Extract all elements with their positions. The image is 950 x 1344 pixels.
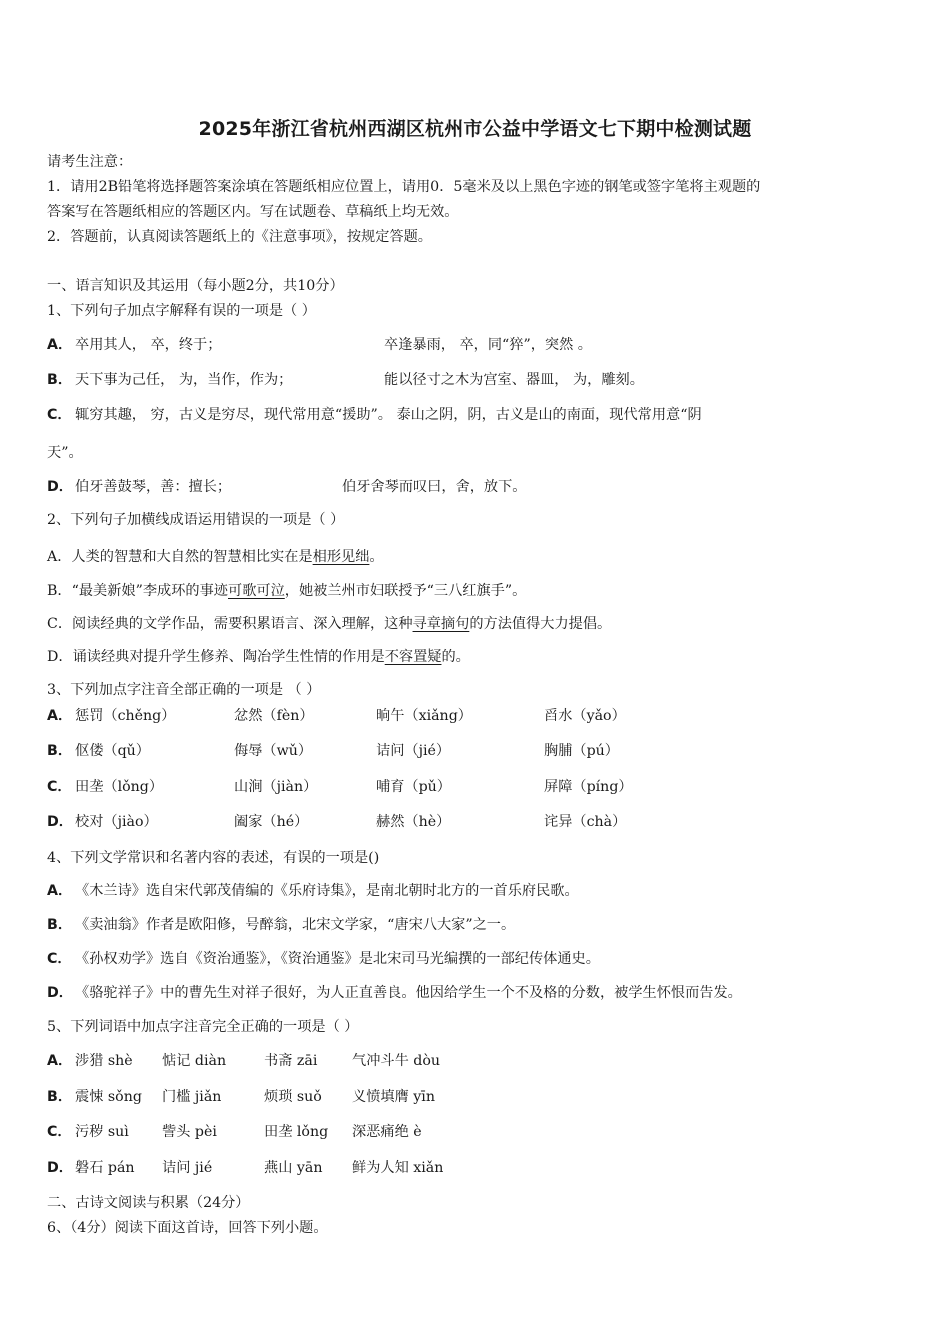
q3-option-c-label: C． — [47, 779, 72, 795]
q3-option-b-word-1: 伛偻（qǔ） — [75, 743, 150, 759]
q2-option-c-idiom: 寻章摘句 — [412, 616, 470, 632]
q3-option-a-word-2: 忿然（fèn） — [234, 708, 314, 724]
q4-option-c: 《孙权劝学》选自《资治通鉴》，《资治通鉴》是北宋司马光编撰的一部纪传体通史。 — [75, 951, 600, 967]
question-2-stem: 2、下列句子加横线成语运用错误的一项是（ ） — [47, 512, 345, 528]
q5-option-d-label: D． — [47, 1160, 73, 1176]
q5-option-b-word-3: 烦琐 suǒ — [264, 1089, 322, 1105]
q5-option-b-label: B． — [47, 1089, 73, 1105]
q5-option-b-word-2: 门槛 jiǎn — [162, 1089, 222, 1105]
q1-option-c-line-2: 天”。 — [47, 445, 83, 461]
q5-option-a-label: A． — [47, 1053, 73, 1069]
q5-option-b-word-1: 震悚 sǒng — [75, 1089, 142, 1105]
q5-option-b-word-4: 义愤填膺 yīn — [352, 1089, 435, 1105]
q2-option-d-end: 的。 — [441, 649, 470, 665]
q3-option-d-word-2: 阖家（hé） — [234, 814, 309, 830]
q3-option-a-word-4: 舀水（yǎo） — [544, 708, 626, 724]
q2-option-b-end: ，她被兰州市妇联授予“三八红旗手”。 — [284, 583, 527, 599]
notice-item-2: 2．答题前，认真阅读答题纸上的《注意事项》，按规定答题。 — [47, 229, 432, 245]
q5-option-c-word-4: 深恶痛绝 è — [352, 1124, 422, 1140]
q4-option-a-label: A． — [47, 883, 73, 899]
q2-option-d — [47, 647, 470, 667]
q3-option-c-word-1: 田垄（lǒng） — [75, 779, 164, 795]
q5-option-c-word-1: 污秽 suì — [75, 1124, 129, 1140]
q1-option-d-label: D． — [47, 479, 73, 495]
q5-option-d-word-1: 磐石 pán — [75, 1160, 135, 1176]
q3-option-d-word-3: 赫然（hè） — [376, 814, 451, 830]
q3-option-b-word-4: 胸脯（pú） — [544, 743, 619, 759]
question-4-stem: 4、下列文学常识和名著内容的表述，有误的一项是() — [47, 850, 380, 866]
q1-option-c-line-1: 辄穷其趣， 穷，古义是穷尽，现代常用意“援助”。 泰山之阴，阴，古义是山的南面，现代常用意“阴 — [75, 407, 702, 423]
question-3-stem: 3、下列加点字注音全部正确的一项是 （ ） — [47, 682, 321, 698]
q3-option-b-word-3: 诘问（jié） — [376, 743, 451, 759]
q1-option-b-left: 天下事为己任， 为，当作，作为； — [75, 372, 293, 388]
q2-option-a — [47, 547, 384, 567]
q2-option-c — [47, 614, 611, 634]
q4-option-b-label: B． — [47, 917, 73, 933]
section-1-heading: 一、语言知识及其运用（每小题2分，共10分） — [47, 278, 344, 294]
page-title: 2025年浙江省杭州西湖区杭州市公益中学语文七下期中检测试题 — [198, 118, 752, 140]
q2-option-a-idiom: 相形见绌 — [312, 549, 370, 565]
q2-option-c-text: C．阅读经典的文学作品，需要积累语言、深入理解，这种 — [47, 616, 413, 632]
q3-option-d-label: D． — [47, 814, 73, 830]
q3-option-c-word-2: 山涧（jiàn） — [234, 779, 318, 795]
q1-option-c-label: C． — [47, 407, 72, 423]
q1-option-a-label: A． — [47, 337, 73, 353]
section-2-heading: 二、古诗文阅读与积累（24分） — [47, 1195, 250, 1211]
q5-option-a-word-4: 气冲斗牛 dòu — [352, 1053, 441, 1069]
q2-option-b-text: B．“最美新娘”李成环的事迹 — [47, 583, 228, 599]
q4-option-c-label: C． — [47, 951, 72, 967]
q2-option-b-idiom: 可歌可泣 — [228, 583, 285, 599]
q1-option-d-right: 伯牙舍琴而叹曰，舍，放下。 — [342, 479, 527, 495]
q5-option-d-word-2: 诘问 jié — [162, 1160, 213, 1176]
q2-option-c-end: 的方法值得大力提倡。 — [469, 616, 612, 632]
q1-option-a-right: 卒逢暴雨， 卒，同“猝”，突然 。 — [384, 337, 592, 353]
q4-option-a: 《木兰诗》选自宋代郭茂倩编的《乐府诗集》，是南北朝时北方的一首乐府民歌。 — [75, 883, 579, 899]
q3-option-a-word-3: 晌午（xiǎng） — [376, 708, 472, 724]
q3-option-a-word-1: 惩罚（chěng） — [75, 708, 176, 724]
notice-item-1-line-2: 答案写在答题纸相应的答题区内。写在试题卷、草稿纸上均无效。 — [47, 204, 459, 220]
q4-option-d: 《骆驼祥子》中的曹先生对祥子很好，为人正直善良。他因给学生一个不及格的分数，被学生怀恨而告发。 — [75, 985, 742, 1001]
q1-option-b-right: 能以径寸之木为宫室、器皿， 为，雕刻。 — [384, 372, 644, 388]
question-6-stem: 6、（4分）阅读下面这首诗，回答下列小题。 — [47, 1220, 328, 1236]
q5-option-a-word-3: 书斋 zāi — [264, 1053, 318, 1069]
q2-option-d-text: D．诵读经典对提升学生修养、陶冶学生性情的作用是 — [47, 649, 385, 665]
q3-option-c-word-3: 哺育（pǔ） — [376, 779, 451, 795]
q3-option-b-word-2: 侮辱（wǔ） — [234, 743, 313, 759]
q3-option-d-word-4: 诧异（chà） — [544, 814, 627, 830]
notice-item-1-line-1: 1．请用2B铅笔将选择题答案涂填在答题纸相应位置上，请用0．5毫米及以上黑色字迹的钢笔或签字笔将主观题的 — [47, 179, 761, 195]
question-1-stem: 1、下列句子加点字解释有误的一项是（ ） — [47, 303, 316, 319]
q1-option-d-left: 伯牙善鼓琴，善：擅长； — [75, 479, 232, 495]
q2-option-d-idiom: 不容置疑 — [384, 649, 442, 665]
q5-option-a-word-2: 惦记 diàn — [162, 1053, 227, 1069]
q5-option-a-word-1: 涉猎 shè — [75, 1053, 133, 1069]
q5-option-d-word-4: 鲜为人知 xiǎn — [352, 1160, 444, 1176]
q3-option-a-label: A． — [47, 708, 73, 724]
q3-option-b-label: B． — [47, 743, 73, 759]
q1-option-a-left: 卒用其人， 卒，终于； — [75, 337, 222, 353]
notice-heading: 请考生注意： — [47, 154, 133, 170]
question-5-stem: 5、下列词语中加点字注音完全正确的一项是（ ） — [47, 1019, 359, 1035]
q5-option-c-label: C． — [47, 1124, 72, 1140]
q5-option-c-word-3: 田垄 lǒng — [264, 1124, 329, 1140]
q2-option-a-end: 。 — [369, 549, 384, 565]
q4-option-b: 《卖油翁》作者是欧阳修，号醉翁，北宋文学家，“唐宋八大家”之一。 — [75, 917, 516, 933]
q2-option-b — [47, 581, 526, 601]
q2-option-a-text: A．人类的智慧和大自然的智慧相比实在是 — [47, 549, 313, 565]
q4-option-d-label: D． — [47, 985, 73, 1001]
q5-option-c-word-2: 訾头 pèi — [162, 1124, 217, 1140]
q5-option-d-word-3: 燕山 yān — [264, 1160, 323, 1176]
q3-option-c-word-4: 屏障（píng） — [544, 779, 633, 795]
q1-option-b-label: B． — [47, 372, 73, 388]
q3-option-d-word-1: 校对（jiào） — [75, 814, 158, 830]
